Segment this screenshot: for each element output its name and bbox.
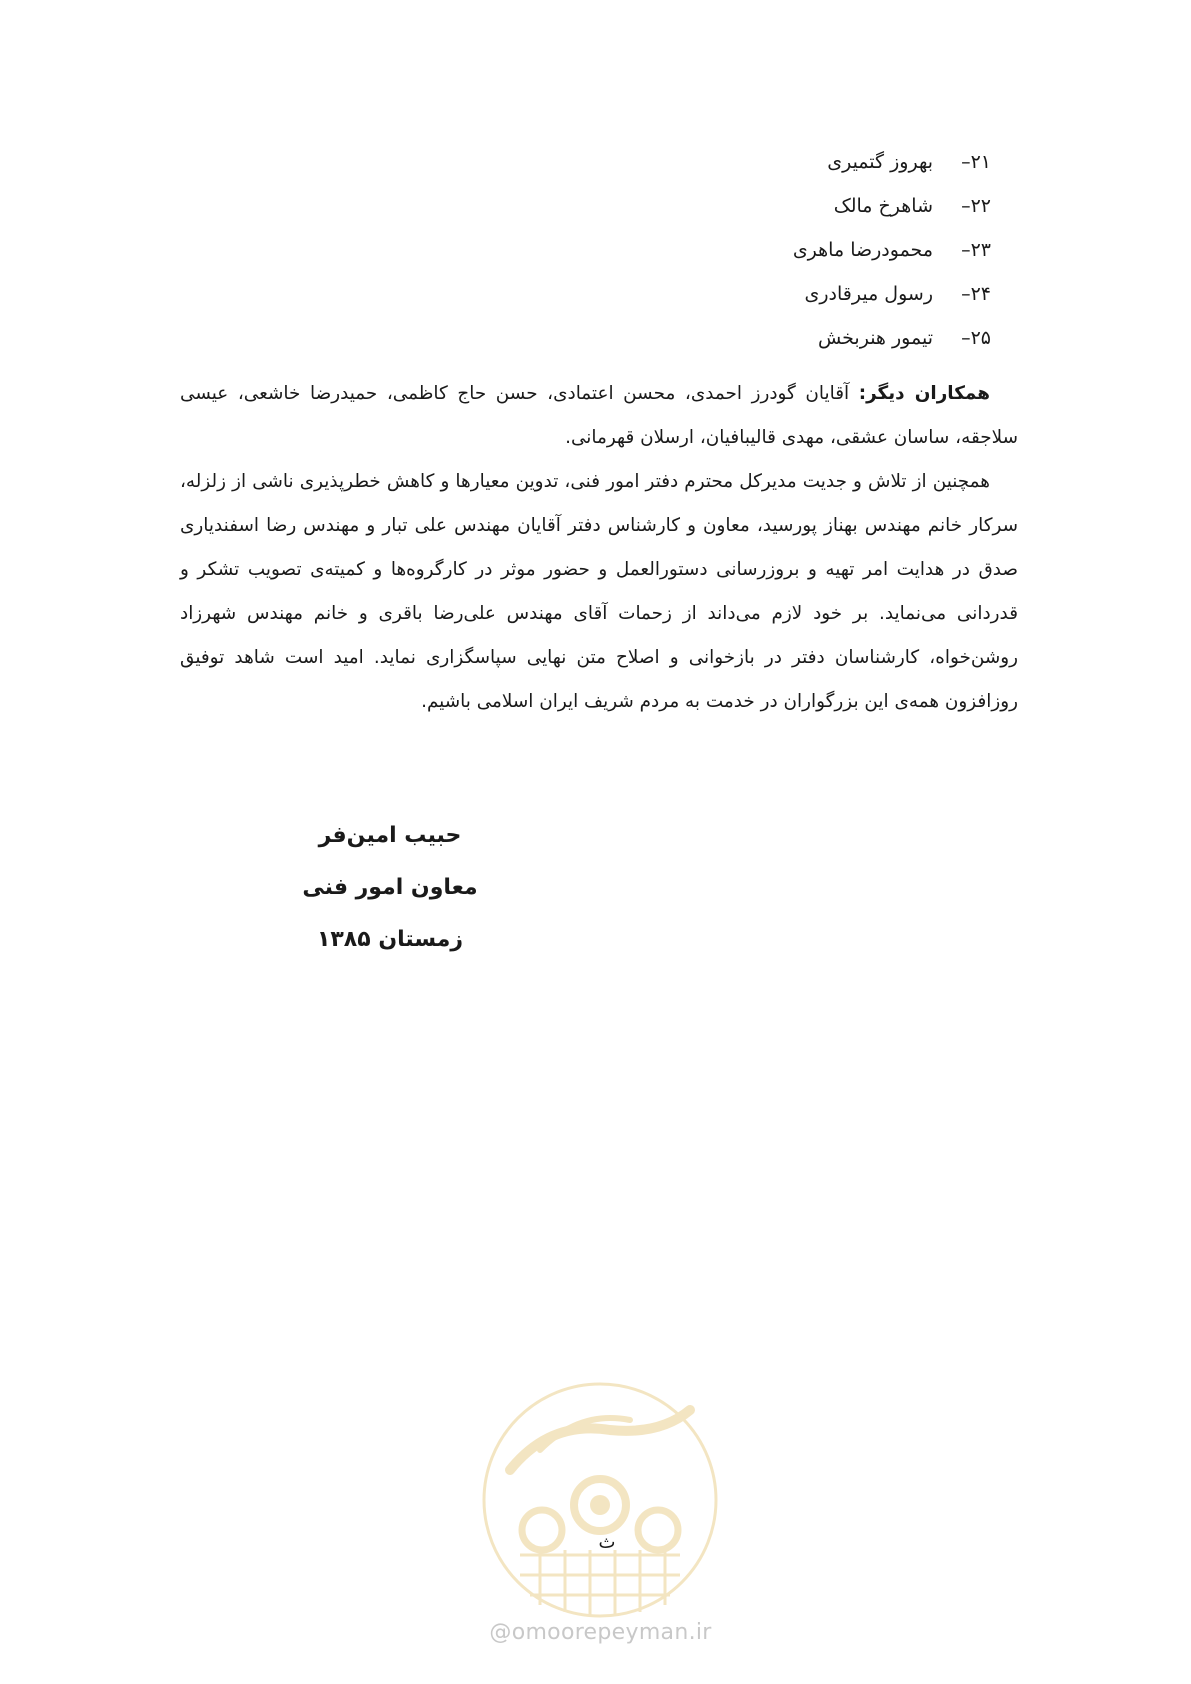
list-item xyxy=(793,316,991,360)
acknowledgement-paragraph: همچنین از تلاش و جدیت مدیرکل محترم دفتر امور فنی، تدوین معیارها و کاهش خطرپذیری ناشی از زلزله، سرکار خانم مهندس بهناز پورسید، معاون و کارشناس دفتر آقایان مهندس علی تبار و مهندس رضا اسفندیاری صدق در هدایت امر تهیه و بروزرسانی دستورالعمل و حضور موثر در کارگروه‌ها و کمیته‌ی تصویب تشکر و قدردانی می‌نماید. بر خود لازم می‌داند از زحمات آقای مهندس علی‌رضا باقری و خانم مهندس شهرزاد روشن‌خواه، کارشناسان دفتر در بازخوانی و اصلاح متن نهایی سپاسگزاری نماید. امید است شاهد توفیق روزافزون همه‌ی این بزرگواران در خدمت به مردم شریف ایران اسلامی باشیم. xyxy=(180,471,1018,712)
watermark-logo xyxy=(480,1380,720,1620)
signature-block xyxy=(290,810,490,966)
list-item xyxy=(793,272,991,316)
watermark-url xyxy=(488,1620,713,1645)
list-item-name: تیمور هنربخش xyxy=(817,327,933,349)
list-item-name: بهروز گتمیری xyxy=(827,151,933,173)
signatory-name: حبیب امین‌فر xyxy=(318,823,462,848)
list-item-number: ۲۴– xyxy=(961,283,991,305)
page-number: ث xyxy=(598,1532,616,1553)
contributors-list xyxy=(793,140,991,360)
list-item-name: رسول میرقادری xyxy=(804,283,933,305)
list-item xyxy=(793,140,991,184)
colleagues-names: آقایان گودرز احمدی، محسن اعتمادی، حسن حاج کاظمی، حمیدرضا خاشعی، عیسی سلاجقه، ساسان عشقی، مهدی قالیبافیان، ارسلان قهرمانی. xyxy=(180,383,1018,448)
list-item-name: محمودرضا ماهری xyxy=(792,239,933,261)
list-item-number: ۲۳– xyxy=(961,239,991,261)
list-item-name: شاهرخ مالک xyxy=(833,195,933,217)
at-icon: @ xyxy=(489,1620,512,1645)
colleagues-label: همکاران دیگر: xyxy=(858,383,990,404)
list-item xyxy=(793,184,991,228)
watermark-url-text: omoorepeyman.ir xyxy=(511,1620,712,1645)
list-item-number: ۲۲– xyxy=(961,195,991,217)
list-item xyxy=(793,228,991,272)
body-text xyxy=(180,372,1018,724)
signature-date: زمستان ۱۳۸۵ xyxy=(316,927,464,952)
list-item-number: ۲۱– xyxy=(961,151,991,173)
list-item-number: ۲۵– xyxy=(961,327,991,349)
colleagues-paragraph xyxy=(180,372,1018,460)
signatory-title: معاون امور فنی xyxy=(302,875,478,900)
